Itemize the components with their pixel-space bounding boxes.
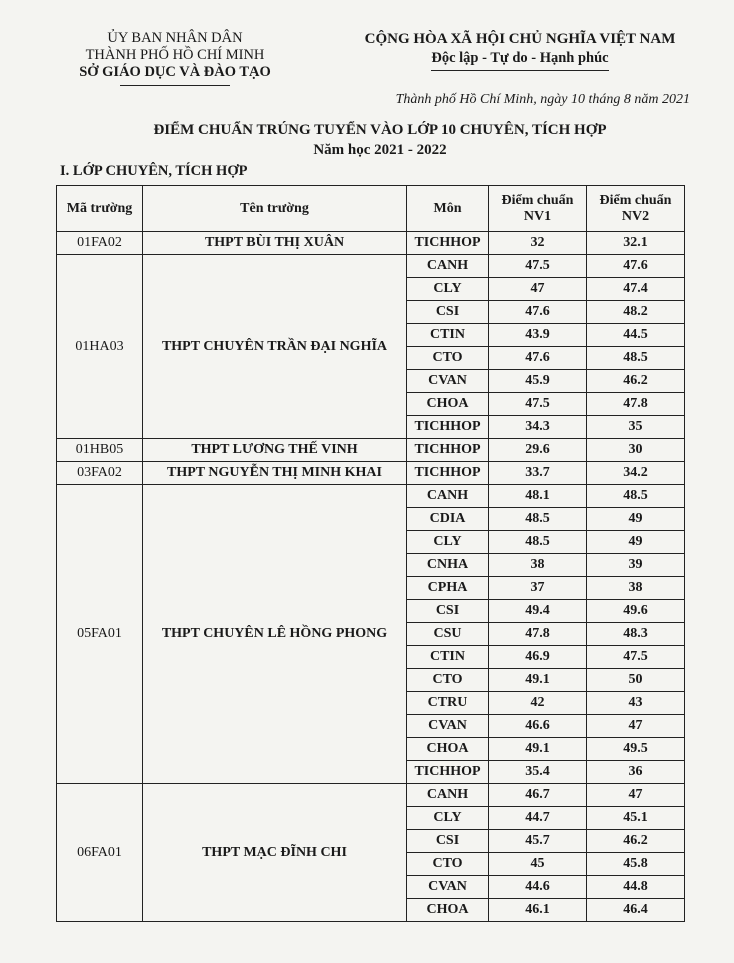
issuer-line-2: THÀNH PHỐ HỒ CHÍ MINH	[85, 47, 265, 63]
header-name: Tên trường	[143, 186, 407, 232]
table-header-row	[57, 186, 685, 232]
nv1-score-cell: 45.7	[489, 830, 587, 853]
nv1-score-cell: 47.5	[489, 393, 587, 416]
national-header	[340, 30, 700, 71]
nv1-score-cell: 37	[489, 577, 587, 600]
nv1-score-cell: 43.9	[489, 324, 587, 347]
school-code-cell: 01FA02	[57, 232, 143, 255]
scores-table	[56, 185, 685, 922]
subject-cell: TICHHOP	[407, 439, 489, 462]
nv2-score-cell: 48.3	[587, 623, 685, 646]
nv2-score-cell: 49.5	[587, 738, 685, 761]
nv1-score-cell: 35.4	[489, 761, 587, 784]
nv2-score-cell: 43	[587, 692, 685, 715]
header-code: Mã trường	[57, 186, 143, 232]
school-code-cell: 01HA03	[57, 255, 143, 439]
nv2-score-cell: 32.1	[587, 232, 685, 255]
issuer-line-1: ỦY BAN NHÂN DÂN	[107, 30, 243, 46]
nv1-score-cell: 32	[489, 232, 587, 255]
nv1-score-cell: 46.9	[489, 646, 587, 669]
nv2-score-cell: 47.4	[587, 278, 685, 301]
subject-cell: CANH	[407, 784, 489, 807]
nv1-score-cell: 34.3	[489, 416, 587, 439]
nv2-score-cell: 39	[587, 554, 685, 577]
nv2-score-cell: 35	[587, 416, 685, 439]
subject-cell: CANH	[407, 255, 489, 278]
subject-cell: TICHHOP	[407, 761, 489, 784]
issuer-underline	[120, 85, 230, 86]
nv2-score-cell: 36	[587, 761, 685, 784]
subject-cell: CTRU	[407, 692, 489, 715]
subject-cell: CLY	[407, 807, 489, 830]
nv1-score-cell: 45	[489, 853, 587, 876]
nv1-score-cell: 47	[489, 278, 587, 301]
subject-cell: TICHHOP	[407, 232, 489, 255]
nv2-score-cell: 44.8	[587, 876, 685, 899]
nv2-score-cell: 46.4	[587, 899, 685, 922]
issuer-department: SỞ GIÁO DỤC VÀ ĐÀO TẠO	[79, 64, 271, 80]
subject-cell: CVAN	[407, 876, 489, 899]
nv1-score-cell: 44.7	[489, 807, 587, 830]
table-row	[57, 439, 685, 462]
nv1-score-cell: 47.8	[489, 623, 587, 646]
nv1-score-cell: 45.9	[489, 370, 587, 393]
nv2-score-cell: 48.2	[587, 301, 685, 324]
subject-cell: CLY	[407, 531, 489, 554]
nv1-score-cell: 46.7	[489, 784, 587, 807]
school-name-cell: THPT NGUYỄN THỊ MINH KHAI	[143, 462, 407, 485]
subject-cell: CSI	[407, 830, 489, 853]
table-row	[57, 485, 685, 508]
nv2-score-cell: 44.5	[587, 324, 685, 347]
title-year: Năm học 2021 - 2022	[313, 142, 447, 158]
section-title: I. LỚP CHUYÊN, TÍCH HỢP	[60, 163, 248, 179]
nv1-score-cell: 38	[489, 554, 587, 577]
nv1-score-cell: 48.5	[489, 508, 587, 531]
subject-cell: CHOA	[407, 899, 489, 922]
subject-cell: TICHHOP	[407, 416, 489, 439]
subject-cell: CDIA	[407, 508, 489, 531]
nv2-score-cell: 30	[587, 439, 685, 462]
school-name-cell: THPT LƯƠNG THẾ VINH	[143, 439, 407, 462]
school-name-cell: THPT BÙI THỊ XUÂN	[143, 232, 407, 255]
subject-cell: CSU	[407, 623, 489, 646]
nv1-score-cell: 46.1	[489, 899, 587, 922]
title-main: ĐIỂM CHUẨN TRÚNG TUYỂN VÀO LỚP 10 CHUYÊN, TÍCH HỢP	[153, 122, 607, 138]
nv1-score-cell: 49.1	[489, 738, 587, 761]
nv2-score-cell: 45.8	[587, 853, 685, 876]
national-title: CỘNG HÒA XÃ HỘI CHỦ NGHĨA VIỆT NAM	[364, 31, 676, 47]
header-subject: Môn	[407, 186, 489, 232]
nv1-score-cell: 29.6	[489, 439, 587, 462]
issuer-header	[60, 30, 290, 86]
school-code-cell: 03FA02	[57, 462, 143, 485]
place-date: Thành phố Hồ Chí Minh, ngày 10 tháng 8 năm 2021	[395, 92, 690, 107]
nv2-score-cell: 47	[587, 715, 685, 738]
subject-cell: CHOA	[407, 393, 489, 416]
subject-cell: CLY	[407, 278, 489, 301]
nv2-score-cell: 49	[587, 531, 685, 554]
table-row	[57, 784, 685, 807]
table-row	[57, 462, 685, 485]
subject-cell: CVAN	[407, 715, 489, 738]
subject-cell: CTO	[407, 669, 489, 692]
nv1-score-cell: 44.6	[489, 876, 587, 899]
nv2-score-cell: 47.5	[587, 646, 685, 669]
nv2-score-cell: 50	[587, 669, 685, 692]
header-nv1: Điểm chuẩn NV1	[489, 186, 587, 232]
nv1-score-cell: 49.1	[489, 669, 587, 692]
nv2-score-cell: 38	[587, 577, 685, 600]
nv2-score-cell: 49.6	[587, 600, 685, 623]
nv2-score-cell: 45.1	[587, 807, 685, 830]
school-name-cell: THPT CHUYÊN LÊ HỒNG PHONG	[143, 485, 407, 784]
nv2-score-cell: 47.8	[587, 393, 685, 416]
nv2-score-cell: 47.6	[587, 255, 685, 278]
school-code-cell: 06FA01	[57, 784, 143, 922]
nv1-score-cell: 42	[489, 692, 587, 715]
school-code-cell: 01HB05	[57, 439, 143, 462]
nv1-score-cell: 33.7	[489, 462, 587, 485]
national-motto: Độc lập - Tự do - Hạnh phúc	[431, 49, 608, 71]
table-row	[57, 232, 685, 255]
nv1-score-cell: 47.6	[489, 301, 587, 324]
header-nv2: Điểm chuẩn NV2	[587, 186, 685, 232]
nv1-score-cell: 46.6	[489, 715, 587, 738]
school-name-cell: THPT CHUYÊN TRẦN ĐẠI NGHĨA	[143, 255, 407, 439]
nv2-score-cell: 48.5	[587, 485, 685, 508]
nv2-score-cell: 47	[587, 784, 685, 807]
table-row	[57, 255, 685, 278]
table-body	[57, 232, 685, 922]
nv1-score-cell: 47.6	[489, 347, 587, 370]
subject-cell: TICHHOP	[407, 462, 489, 485]
subject-cell: CVAN	[407, 370, 489, 393]
nv2-score-cell: 48.5	[587, 347, 685, 370]
nv1-score-cell: 47.5	[489, 255, 587, 278]
subject-cell: CANH	[407, 485, 489, 508]
nv1-score-cell: 49.4	[489, 600, 587, 623]
nv2-score-cell: 34.2	[587, 462, 685, 485]
subject-cell: CTO	[407, 853, 489, 876]
school-code-cell: 05FA01	[57, 485, 143, 784]
document-title	[60, 120, 700, 160]
nv2-score-cell: 46.2	[587, 830, 685, 853]
subject-cell: CSI	[407, 301, 489, 324]
nv1-score-cell: 48.1	[489, 485, 587, 508]
school-name-cell: THPT MẠC ĐĨNH CHI	[143, 784, 407, 922]
subject-cell: CTO	[407, 347, 489, 370]
nv1-score-cell: 48.5	[489, 531, 587, 554]
subject-cell: CSI	[407, 600, 489, 623]
nv2-score-cell: 46.2	[587, 370, 685, 393]
subject-cell: CHOA	[407, 738, 489, 761]
nv2-score-cell: 49	[587, 508, 685, 531]
subject-cell: CTIN	[407, 646, 489, 669]
subject-cell: CTIN	[407, 324, 489, 347]
subject-cell: CPHA	[407, 577, 489, 600]
subject-cell: CNHA	[407, 554, 489, 577]
